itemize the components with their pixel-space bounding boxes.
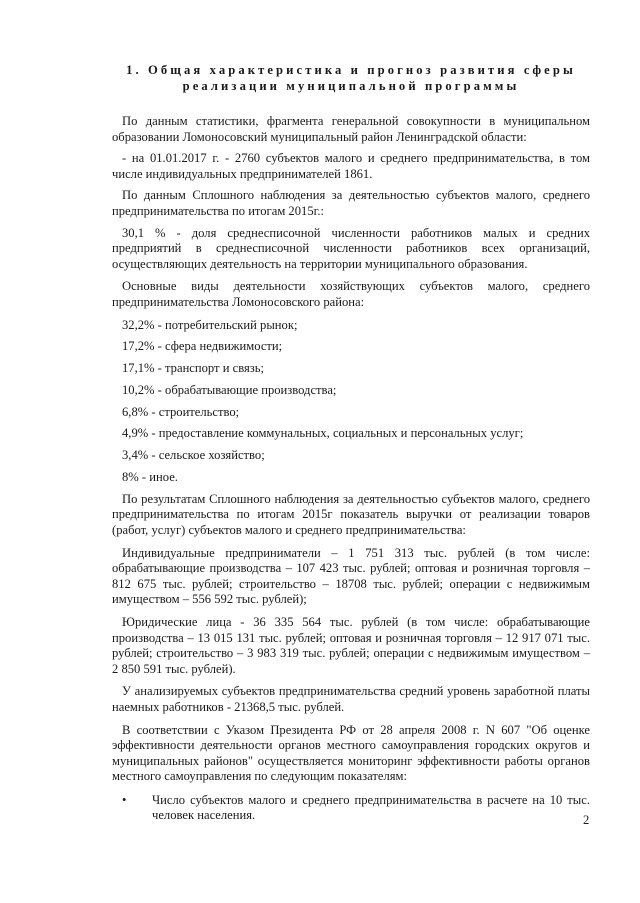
activity-item: 17,2% - сфера недвижимости; <box>122 339 283 354</box>
activity-item: 4,9% - предоставление коммунальных, социальных и персональных услуг; <box>122 426 524 441</box>
paragraph-activities-intro: Основные виды деятельности хозяйствующих субъектов малого, среднего предпринимательства Ломоносовского района: <box>112 279 590 309</box>
page-number: 2 <box>583 813 590 827</box>
section-heading-line-1: 1. Общая характеристика и прогноз развития сферы <box>126 63 576 77</box>
paragraph-average-salary: У анализируемых субъектов предпринимательства средний уровень заработной платы наемных работников - 21368,5 тыс. рублей. <box>112 684 590 714</box>
paragraph-employment-share: 30,1 % - доля среднесписочной численности работников малых и средних предприятий в среднесписочной численности работников всех организаций, осуществляющих деятельность на территории муниципального образования. <box>112 225 590 271</box>
paragraph-count-2017: - на 01.01.2017 г. - 2760 субъектов малого и среднего предпринимательства, в том числе индивидуальных предпринимателей 1861. <box>112 151 590 181</box>
bullet-item <box>112 793 590 824</box>
paragraph-legal-entities: Юридические лица - 36 335 564 тыс. рублей (в том числе: обрабатывающие производства – 13 015 131 тыс. рублей; оптовая и розничная торговля – 12 917 071 тыс. рублей; строительство – 3 983 319 тыс. рублей; операции с недвижимым имуществом – 2 850 591 тыс. рублей). <box>112 614 590 676</box>
activity-item: 17,1% - транспорт и связь; <box>122 361 264 376</box>
bullet-item-text: Число субъектов малого и среднего предпринимательства в расчете на 10 тыс. человек населения. <box>152 792 590 823</box>
activity-item: 32,2% - потребительский рынок; <box>122 317 298 332</box>
paragraph-individual-entrepreneurs: Индивидуальные предприниматели – 1 751 313 тыс. рублей (в том числе: обрабатывающие производства – 107 423 тыс. рублей; оптовая и розничная торговля – 812 675 тыс. рублей; строительство – 18708 тыс. рублей; операции с недвижимым имуществом – 556 592 тыс. рублей); <box>112 545 590 607</box>
paragraph-survey-2015: По данным Сплошного наблюдения за деятельностью субъектов малого, среднего предпринимательства по итогам 2015г.: <box>112 188 590 218</box>
paragraph-statistics-intro: По данным статистики, фрагмента генеральной совокупности в муниципальном образовании Ломоносовский муниципальный район Ленинградской области: <box>112 114 590 144</box>
activity-item: 6,8% - строительство; <box>122 404 240 419</box>
document-page <box>112 62 590 824</box>
activity-item: 8% - иное. <box>122 470 178 484</box>
activities-list <box>112 318 590 486</box>
bullet-icon: • <box>122 792 127 807</box>
section-heading <box>112 62 590 94</box>
section-heading-line-2: реализации муниципальной программы <box>182 79 520 93</box>
activity-item: 3,4% - сельское хозяйство; <box>122 448 265 463</box>
activity-item: 10,2% - обрабатывающие производства; <box>122 382 337 397</box>
paragraph-revenue-intro: По результатам Сплошного наблюдения за деятельностью субъектов малого, среднего предпринимательства по итогам 2015г показатель выручки от реализации товаров (работ, услуг) субъектов малого и среднего предпринимательства: <box>112 491 590 537</box>
paragraph-presidential-decree: В соответствии с Указом Президента РФ от 28 апреля 2008 г. N 607 "Об оценке эффективности деятельности органов местного самоуправления городских округов и муниципальных районов" осуществляется мониторинг эффективности работы органов местного самоуправления по следующим показателям: <box>112 722 590 784</box>
